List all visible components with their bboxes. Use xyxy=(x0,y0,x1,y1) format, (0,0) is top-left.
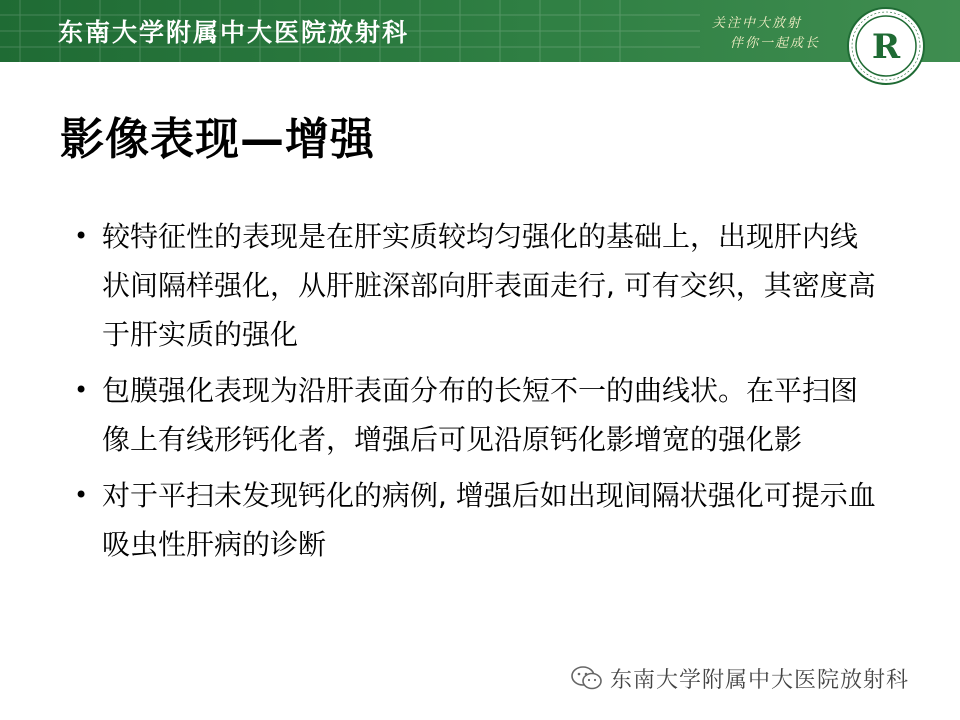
bullet-text: 包膜强化表现为沿肝表面分布的长短不一的曲线状。在平扫图像上有线形钙化者，增强后可见沿原钙化影增宽的强化影 xyxy=(102,374,859,456)
bullet-dot-icon: • xyxy=(74,376,89,404)
bullet-text: 较特征性的表现是在肝实质较均匀强化的基础上，出现肝内线状间隔样强化，从肝脏深部向肝表面走行, 可有交织，其密度高于肝实质的强化 xyxy=(102,220,876,351)
bullet-text: 对于平扫未发现钙化的病例, 增强后如出现间隔状强化可提示血吸虫性肝病的诊断 xyxy=(102,479,876,561)
bullet-item xyxy=(72,212,882,359)
bullet-dot-icon: • xyxy=(74,222,89,250)
footer-watermark-text: 东南大学附属中大医院放射科 xyxy=(610,667,910,693)
bullet-item xyxy=(72,366,882,464)
page-title: 影像表现—增强 xyxy=(60,114,375,165)
footer-watermark xyxy=(570,662,909,694)
hospital-logo xyxy=(846,6,926,86)
slogan-line-1: 关注中大放射 xyxy=(712,16,803,31)
bullet-item xyxy=(72,471,882,569)
slogan-line-2: 伴你一起成长 xyxy=(730,36,821,51)
bullet-dot-icon: • xyxy=(74,481,89,509)
bullet-list xyxy=(72,212,882,576)
logo-letter: R xyxy=(871,27,901,67)
slogan xyxy=(712,14,820,54)
institution-title: 东南大学附属中大医院放射科 xyxy=(58,18,410,47)
header-bar xyxy=(0,0,960,62)
wechat-icon xyxy=(570,664,604,692)
